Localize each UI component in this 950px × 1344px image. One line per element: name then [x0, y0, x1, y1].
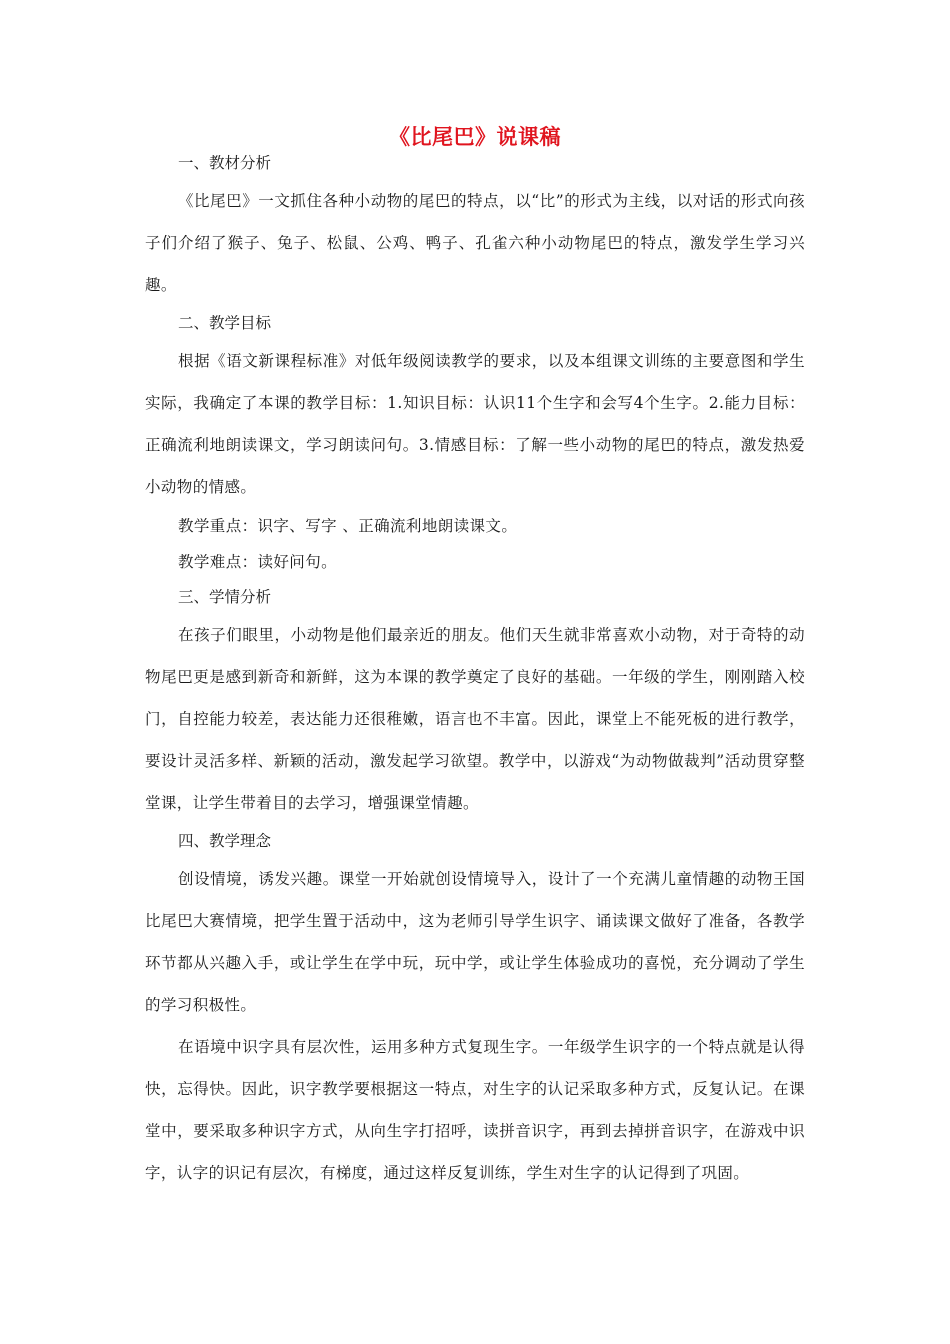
paragraph-difficulty: 教学难点：读好问句。	[178, 553, 338, 571]
section-heading: 二、教学目标	[178, 314, 272, 332]
section-heading: 四、教学理念	[178, 832, 272, 850]
document-body	[145, 146, 805, 1194]
paragraph: 在孩子们眼里，小动物是他们最亲近的朋友。他们天生就非常喜欢小动物，对于奇特的动物尾巴更是感到新奇和新鲜，这为本课的教学奠定了良好的基础。一年级的学生，刚刚踏入校门，自控能力较差，表达能力还很稚嫩，语言也不丰富。因此，课堂上不能死板的进行教学，要设计灵活多样、新颖的活动，激发起学习欲望。教学中，以游戏“为动物做裁判”活动贯穿整堂课，让学生带着目的去学习，增强课堂情趣。	[145, 626, 805, 812]
paragraph: 根据《语文新课程标准》对低年级阅读教学的要求，以及本组课文训练的主要意图和学生实际，我确定了本课的教学目标：1.知识目标：认识11个生字和会写4个生字。2.能力目标：正确流利地朗读课文，学习朗读问句。3.情感目标：了解一些小动物的尾巴的特点，激发热爱小动物的情感。	[145, 352, 805, 496]
section-heading: 三、学情分析	[178, 588, 272, 606]
section-heading: 一、教材分析	[178, 154, 272, 172]
paragraph: 《比尾巴》一文抓住各种小动物的尾巴的特点，以“比”的形式为主线，以对话的形式向孩子们介绍了猴子、兔子、松鼠、公鸡、鸭子、孔雀六种小动物尾巴的特点，激发学生学习兴趣。	[145, 192, 805, 294]
document-title: 《比尾巴》说课稿	[389, 124, 561, 149]
paragraph: 在语境中识字具有层次性，运用多种方式复现生字。一年级学生识字的一个特点就是认得快，忘得快。因此，识字教学要根据这一特点，对生字的认记采取多种方式，反复认记。在课堂中，要采取多种识字方式，从向生字打招呼，读拼音识字，再到去掉拼音识字，在游戏中识字，认字的识记有层次，有梯度，通过这样反复训练，学生对生字的认记得到了巩固。	[145, 1038, 805, 1182]
paragraph: 创设情境，诱发兴趣。课堂一开始就创设情境导入，设计了一个充满儿童情趣的动物王国比尾巴大赛情境，把学生置于活动中，这为老师引导学生识字、诵读课文做好了准备，各教学环节都从兴趣入手，或让学生在学中玩，玩中学，或让学生体验成功的喜悦，充分调动了学生的学习积极性。	[145, 870, 805, 1014]
paragraph-key-points: 教学重点：识字、写字 、正确流利地朗读课文。	[178, 517, 518, 535]
